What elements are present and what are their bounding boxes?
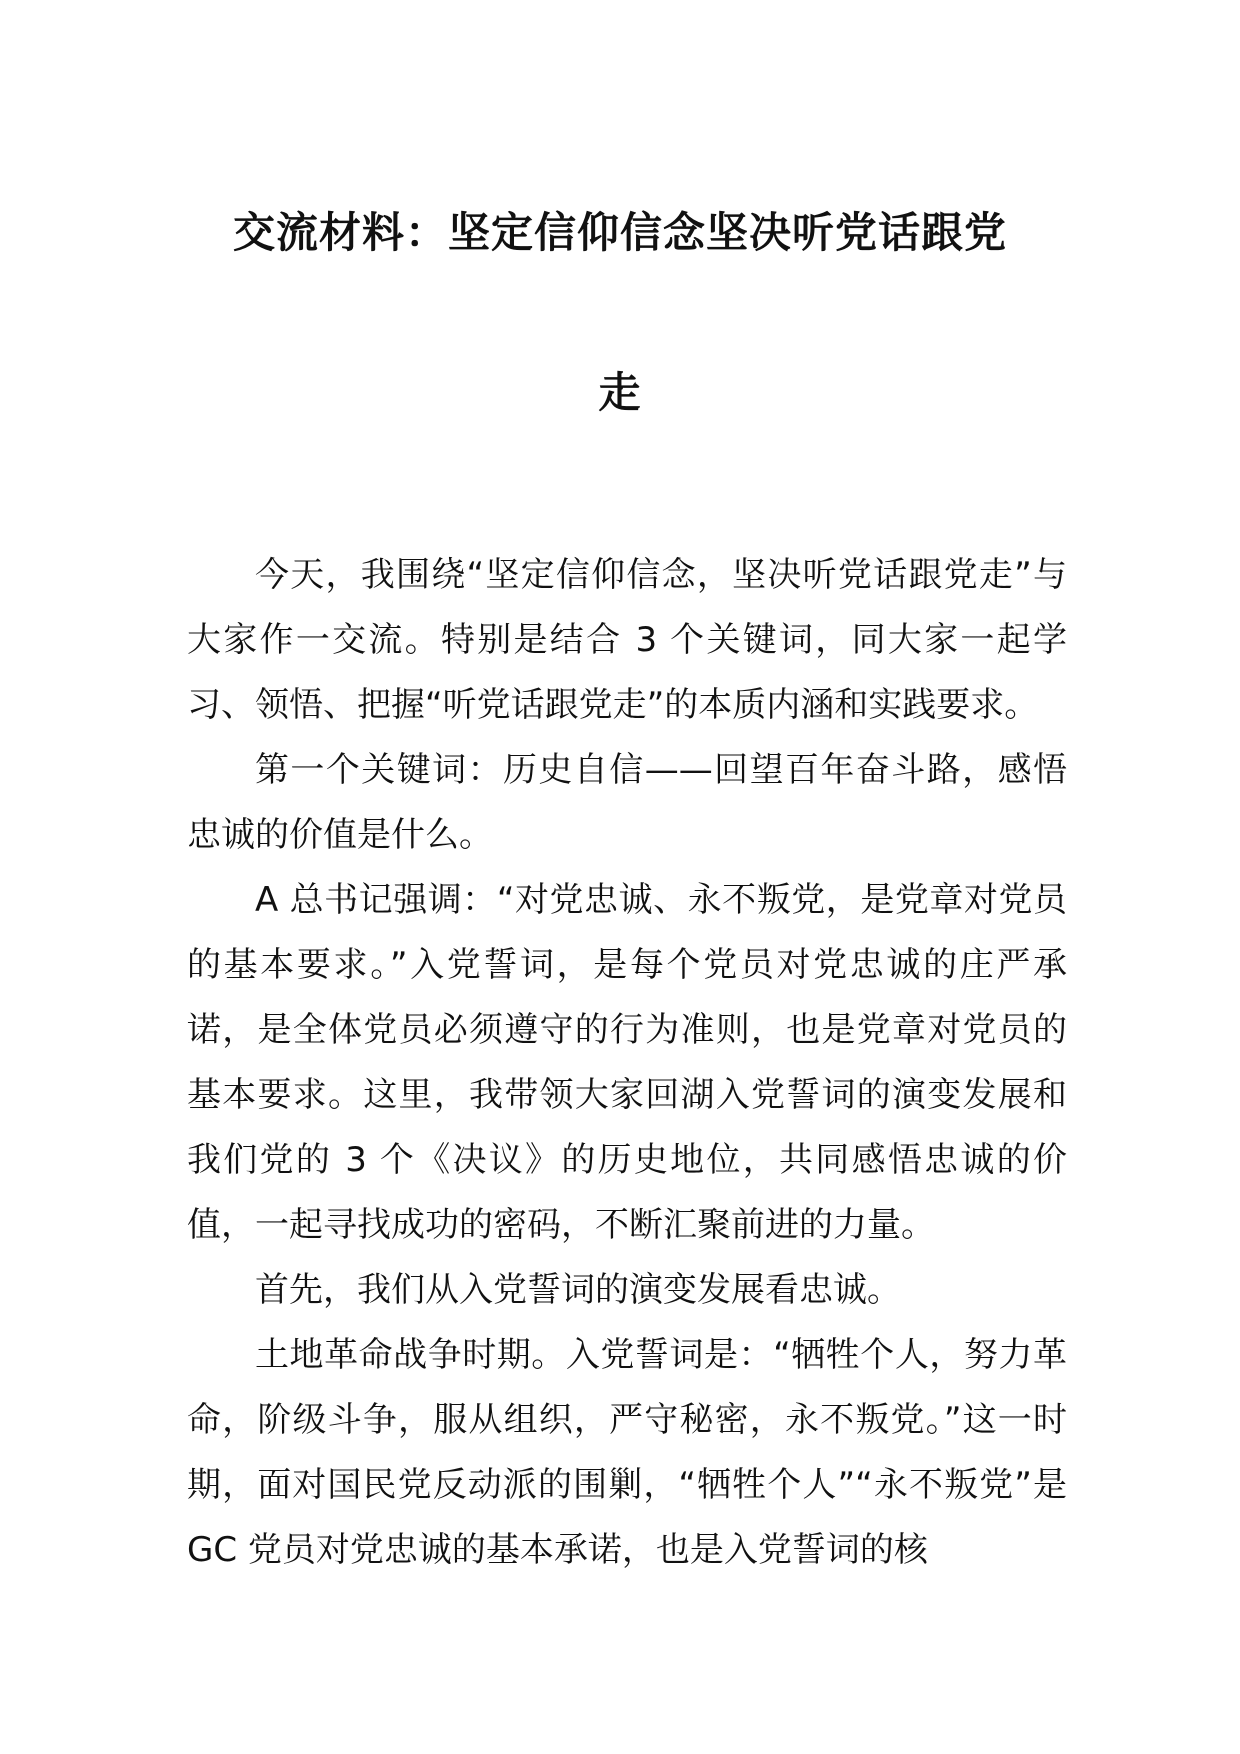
paragraph: 土地革命战争时期。入党誓词是：“牺牲个人，努力革命，阶级斗争，服从组织，严守秘密，永不叛党。”这一时期，面对国民党反动派的围剿，“牺牲个人”“永不叛党”是 GC 党员对党忠诚的基本承诺，也是入党誓词的核 (187, 1335, 1067, 1570)
paragraph: 首先，我们从入党誓词的演变发展看忠诚。 (255, 1270, 901, 1310)
document-title-line-1: 交流材料：坚定信仰信念坚决听党话跟党 (232, 208, 1007, 257)
document-title-line-2: 走 (598, 368, 642, 417)
document-body (187, 543, 1067, 1583)
paragraph: 今天，我围绕“坚定信仰信念，坚决听党话跟党走”与大家作一交流。特别是结合 3 个关键词，同大家一起学习、领悟、把握“听党话跟党走”的本质内涵和实践要求。 (187, 555, 1067, 725)
paragraph: A 总书记强调：“对党忠诚、永不叛党，是党章对党员的基本要求。”入党誓词，是每个党员对党忠诚的庄严承诺，是全体党员必须遵守的行为准则，也是党章对党员的基本要求。这里，我带领大家回湖入党誓词的演变发展和我们党的 3 个《决议》的历史地位，共同感悟忠诚的价值，一起寻找成功的密码，不断汇聚前进的力量。 (187, 880, 1067, 1245)
paragraph: 第一个关键词：历史自信——回望百年奋斗路，感悟忠诚的价值是什么。 (187, 750, 1067, 855)
